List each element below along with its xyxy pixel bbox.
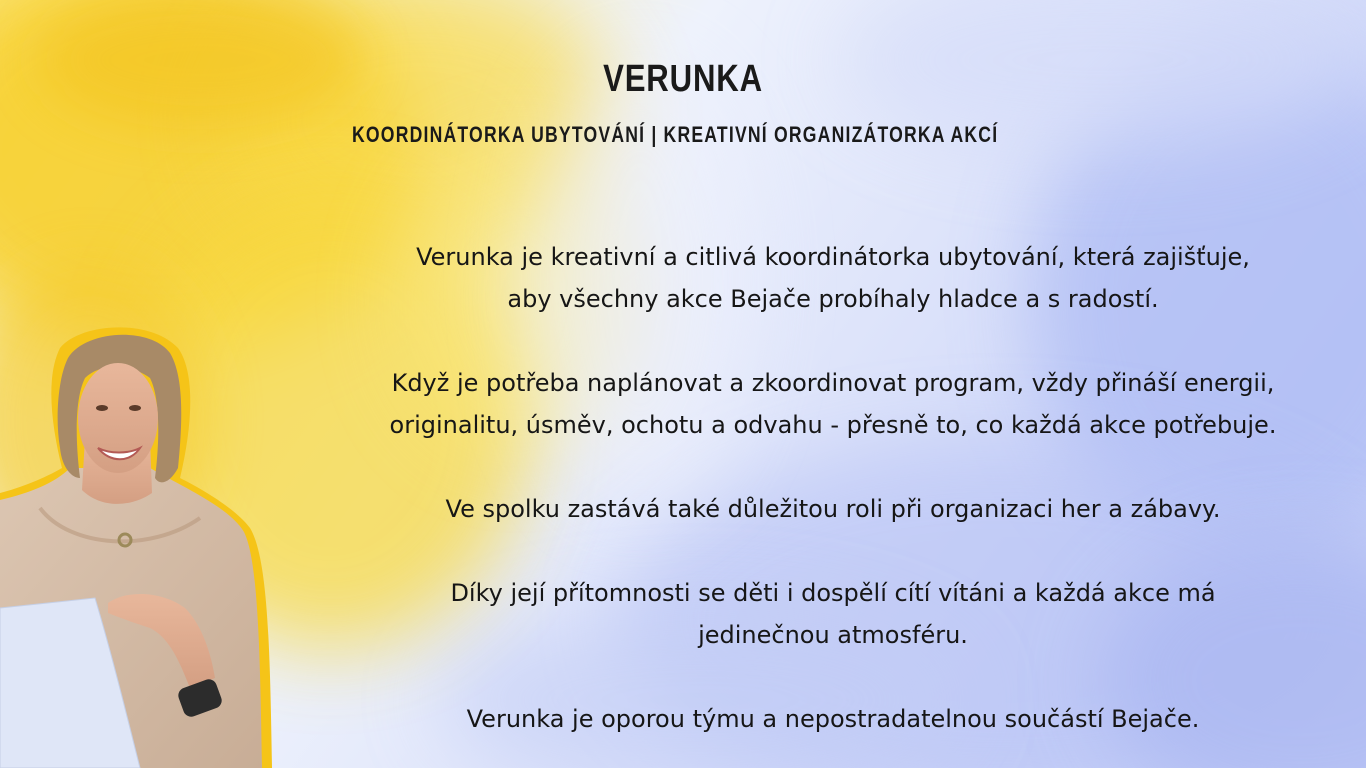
bio-paragraph xyxy=(318,698,1348,740)
bio-line: Verunka je kreativní a citlivá koordinátorka ubytování, která zajišťuje, xyxy=(416,243,1250,271)
bio-paragraph xyxy=(318,362,1348,446)
bio-line: Když je potřeba naplánovat a zkoordinovat program, vždy přináší energii, xyxy=(391,369,1275,397)
bio-paragraph xyxy=(318,572,1348,656)
bio-paragraph xyxy=(318,236,1348,320)
bio-paragraph xyxy=(318,488,1348,530)
page-subtitle: KOORDINÁTORKA UBYTOVÁNÍ | KREATIVNÍ ORGANIZÁTORKA AKCÍ xyxy=(352,122,999,147)
bio-line: Díky její přítomnosti se děti i dospělí cítí vítáni a každá akce má xyxy=(450,579,1216,607)
bio-line: Ve spolku zastává také důležitou roli při organizaci her a zábavy. xyxy=(445,495,1221,523)
bio-line: Verunka je oporou týmu a nepostradatelnou součástí Bejače. xyxy=(466,705,1200,733)
bio-line: aby všechny akce Bejače probíhaly hladce a s radostí. xyxy=(507,285,1159,313)
bio-line: originalitu, úsměv, ochotu a odvahu - přesně to, co každá akce potřebuje. xyxy=(389,411,1277,439)
page-title: VERUNKA xyxy=(603,58,763,100)
bio-text xyxy=(318,236,1348,740)
portrait-photo xyxy=(0,318,280,768)
bio-line: jedinečnou atmosféru. xyxy=(698,621,968,649)
